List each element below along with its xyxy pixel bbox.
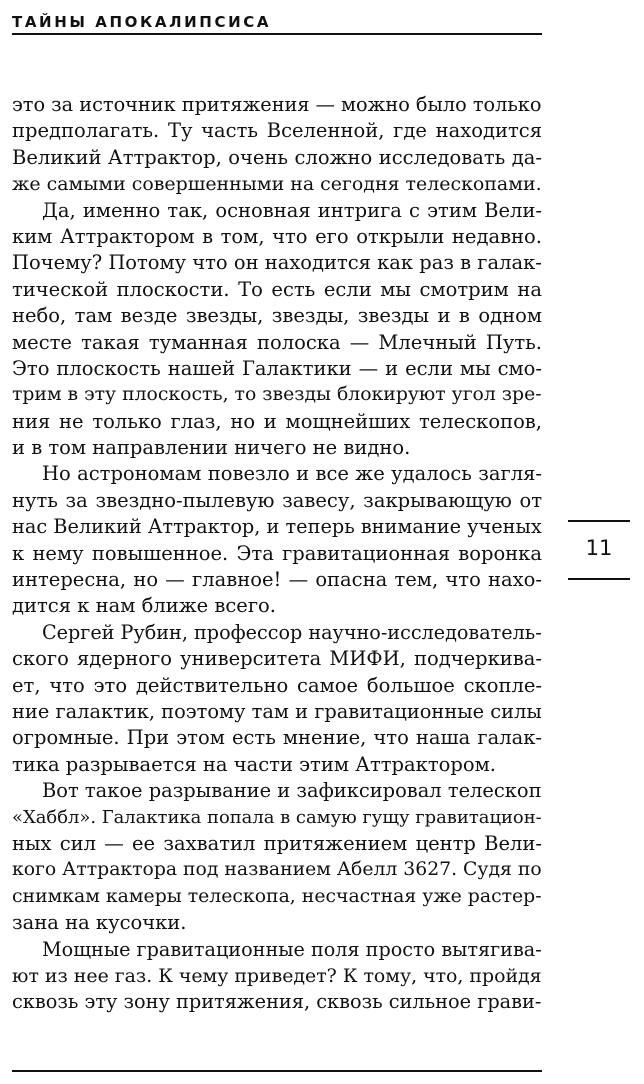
- text-line: месте такая туманная полоска — Млечный Путь.: [12, 330, 542, 354]
- running-header-title: ТАЙНЫ АПОКАЛИПСИСА: [12, 13, 272, 31]
- text-line: снимкам камеры телескопа, несчастная уже растер-: [12, 885, 542, 907]
- body-text: [12, 92, 542, 1016]
- paragraph-first-line: Да, именно так, основная интрига с этим Вели-: [42, 198, 542, 222]
- text-line: это за источник притяжения — можно было только: [12, 93, 542, 116]
- text-line: ким Аттрактором в том, что его открыли недавно.: [12, 224, 542, 248]
- paragraph-first-line: Вот такое разрывание и зафиксировал телескоп: [42, 779, 542, 803]
- text-line: кого Аттрактора под названием Абелл 3627. Судя по: [12, 859, 542, 881]
- text-line: дится к нам ближе всего.: [12, 594, 276, 618]
- text-line: Великий Аттрактор, очень сложно исследовать да-: [12, 145, 542, 169]
- page-number-rule-bottom: [568, 578, 630, 580]
- text-line: огромные. При этом есть мнение, что наша галак-: [12, 726, 542, 750]
- text-line: нас Великий Аттрактор, и теперь внимание ученых: [12, 515, 542, 539]
- text-line: «Хаббл». Галактика попала в самую гущу гравитацион-: [12, 806, 542, 828]
- paragraph-first-line: Сергей Рубин, профессор научно-исследователь-: [42, 620, 542, 644]
- text-line: и в том направлении ничего не видно.: [12, 436, 411, 460]
- footer-rule: [12, 1070, 542, 1072]
- text-line: предполагать. Ту часть Вселенной, где находится: [12, 119, 542, 143]
- text-line: же самыми совершенными на сегодня телескопами.: [12, 173, 542, 196]
- paragraph-first-line: Но астрономам повезло и все же удалось загля-: [42, 462, 542, 486]
- text-line: Почему? Потому что он находится как раз в галак-: [12, 251, 542, 275]
- text-line: трим в эту плоскость, то звезды блокируют угол зре-: [12, 384, 542, 406]
- paragraph-first-line: Мощные гравитационные поля просто вытягива-: [42, 937, 542, 961]
- text-line: небо, там везде звезды, звезды, звезды и в одном: [12, 304, 542, 328]
- text-line: ных сил — ее захватил притяжением центр Вели-: [12, 831, 542, 855]
- text-line: ского ядерного университета МИФИ, подчеркива-: [12, 647, 542, 671]
- header-rule: [12, 33, 542, 35]
- text-line: ние галактик, поэтому там и гравитационные силы: [12, 699, 542, 723]
- text-line: сквозь эту зону притяжения, сквозь сильное грави-: [12, 990, 542, 1014]
- text-line: к нему повышенное. Эта гравитационная воронка: [12, 541, 542, 565]
- text-line: нуть за звездно-пылевую завесу, закрывающую от: [12, 488, 542, 512]
- text-line: интересна, но — главное! — опасна тем, что нахо-: [12, 568, 542, 592]
- text-line: ет, что это действительно самое большое скопле-: [12, 673, 542, 697]
- text-line: тика разрывается на части этим Аттрактором.: [12, 752, 496, 776]
- text-line: Это плоскость нашей Галактики — и если мы смо-: [12, 356, 542, 380]
- page-number: 11: [585, 536, 613, 560]
- page-number-rule-top: [568, 520, 630, 522]
- text-line: зана на кусочки.: [12, 911, 187, 935]
- text-line: ния не только глаз, но и мощнейших телескопов,: [12, 409, 542, 433]
- text-line: ют из нее газ. К чему приведет? К тому, что, пройдя: [12, 964, 542, 987]
- text-line: тической плоскости. То есть если мы смотрим на: [12, 277, 542, 301]
